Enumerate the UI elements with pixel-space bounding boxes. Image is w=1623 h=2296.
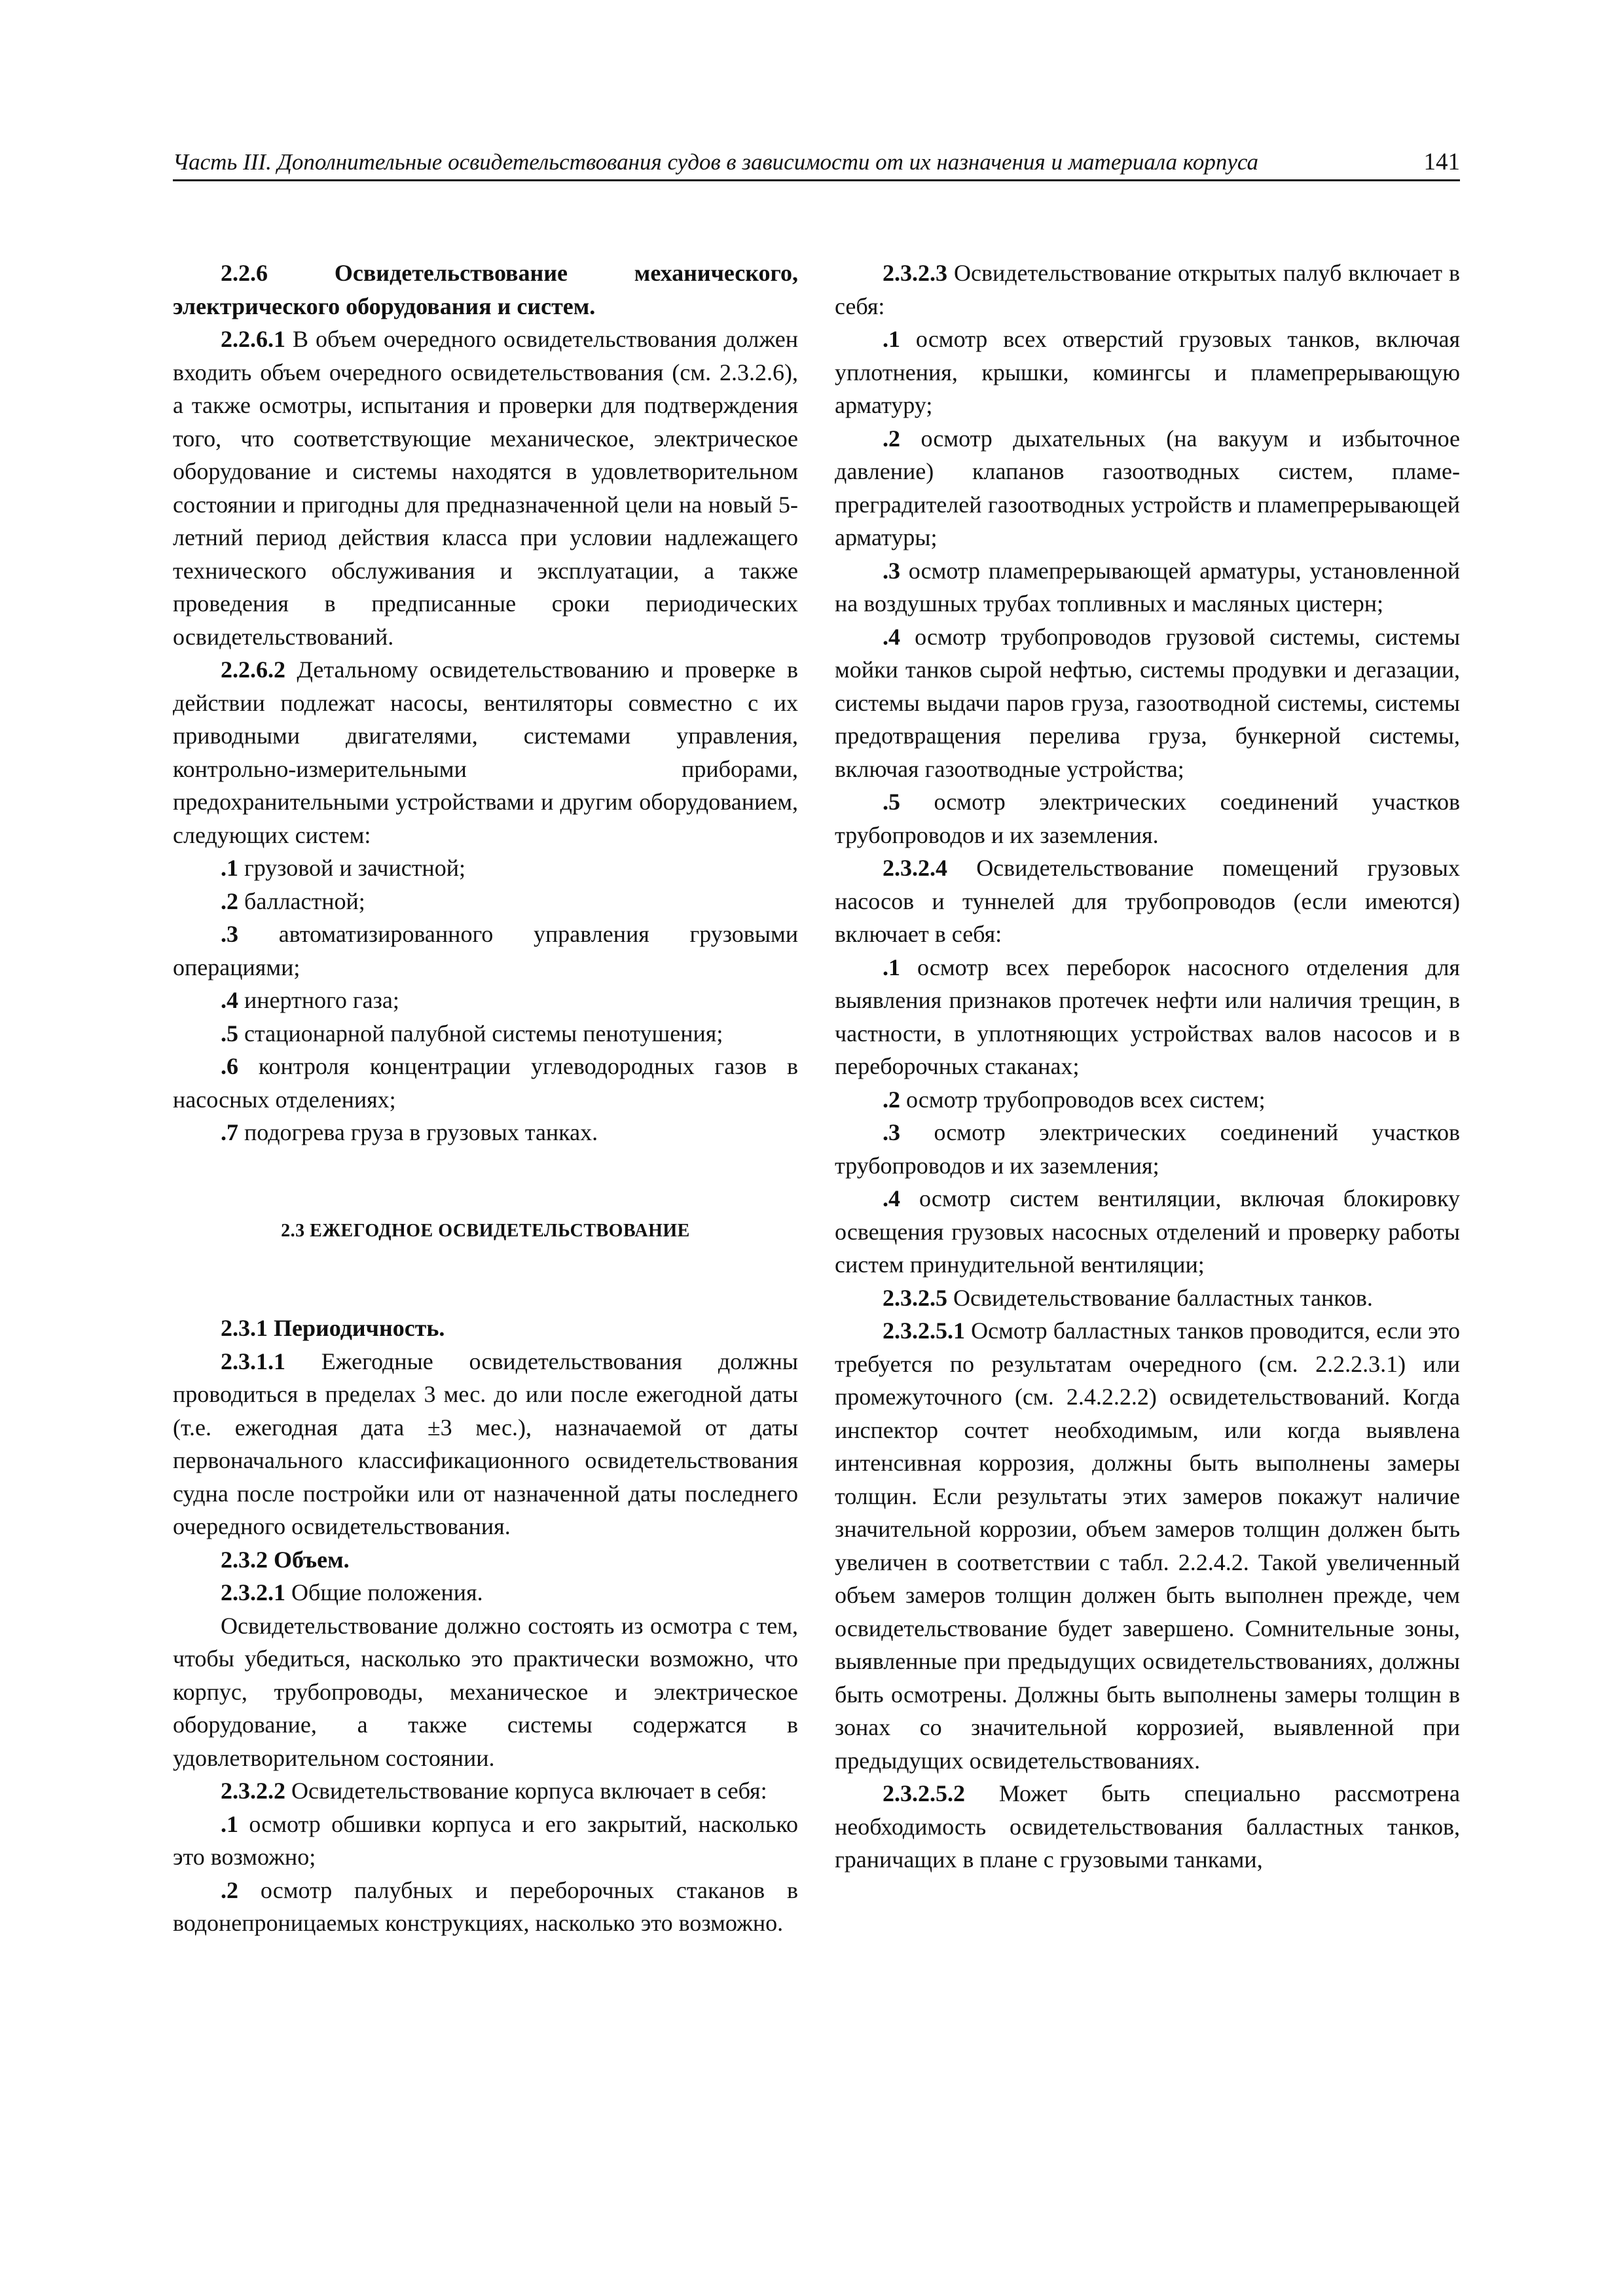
paragraph-2-3-2-2: 2.3.2.2 Освидетельствование корпуса включает в себя: (221, 1778, 767, 1804)
list-item: .1 осмотр обшивки корпуса и его закрытий, насколько это возможно; (173, 1810, 799, 1870)
list-item: .2 осмотр палубных и переборочных стаканов в водонепроницаемых конструкциях, насколько это возможно. (173, 1876, 799, 1936)
paragraph-2-3-2-5-2: 2.3.2.5.2 Может быть специально рассмотрена необходимость освидетельствования балластных танков, граничащих в плане с грузовыми танками, (835, 1780, 1460, 1873)
section-2-3-1-heading: 2.3.1 Периодичность. (221, 1315, 445, 1341)
list-item: .2 осмотр дыхательных (на вакуум и избыточное давление) клапанов газоотводных систем, пламепреградителей газоотводных устройств и пламепрерывающей арматуры; (835, 425, 1460, 550)
paragraph-2-2-6-1: 2.2.6.1 В объем очередного освидетельствования должен входить объем очередного освидетельствования (см. 2.3.2.6), а также осмотры, испытания и проверки для подтверждения того, что соответствующие механическое, электрическое оборудование и системы находятся в удовлетворительном состоянии и пригодны для предназначенной цели на новый 5-летний период действия класса при условии надлежащего технического обслуживания и эксплуатации, а также проведения в предписанные сроки периодических освидетельствований. (173, 326, 798, 650)
list-item: .4 инертного газа; (221, 987, 399, 1013)
paragraph-general: Освидетельствование должно состоять из осмотра с тем, чтобы убедиться, насколько это практически возможно, что корпус, трубопроводы, механическое и электрическое оборудование, а также системы содержатся в удовлетворительном состоянии. (173, 1612, 798, 1771)
right-column (835, 257, 1460, 1876)
list-item: .6 контроля концентрации углеводородных газов в насосных отделениях; (173, 1053, 798, 1113)
paragraph-2-3-2-1: 2.3.2.1 Общие положения. (221, 1579, 483, 1605)
list-item: .1 осмотр всех переборок насосного отделения для выявления признаков протечек нефти или наличия трещин, в частности, в уплотняющих устройствах валов насосов и в переборочных стаканах; (835, 954, 1460, 1079)
page-number: 141 (1423, 149, 1460, 175)
list-item: .2 осмотр трубопроводов всех систем; (883, 1086, 1266, 1113)
header-title: Часть III. Дополнительные освидетельствования судов в зависимости от их назначения и материала корпуса (173, 149, 1258, 175)
list-item: .3 осмотр электрических соединений участков трубопроводов и их заземления; (835, 1119, 1461, 1179)
list-item: .1 грузовой и зачистной; (221, 855, 465, 881)
chapter-heading-2-3: 2.3 ЕЖЕГОДНОЕ ОСВИДЕТЕЛЬСТВОВАНИЕ (281, 1220, 690, 1241)
section-2-2-6-heading: 2.2.6 Освидетельствование механического, электрического оборудования и систем. (173, 260, 799, 319)
list-item: .2 балластной; (221, 888, 365, 914)
paragraph-2-3-2-4: 2.3.2.4 Освидетельствование помещений грузовых насосов и туннелей для трубопроводов (если имеются) включает в себя: (835, 855, 1460, 947)
list-item: .3 автоматизированного управления грузовыми операциями; (173, 921, 798, 980)
left-column (173, 257, 798, 1940)
list-item: .4 осмотр трубопроводов грузовой системы, системы мойки танков сырой нефтью, системы продувки и дегазации, системы выдачи паров груза, газоотводной системы, системы предотвращения перелива груза, бункерной системы, включая газоотводные устройства; (835, 623, 1461, 782)
list-item: .1 осмотр всех отверстий грузовых танков, включая уплотнения, крышки, комингсы и пламепрерывающую арматуру; (835, 326, 1461, 418)
paragraph-2-3-2-5-1: 2.3.2.5.1 Осмотр балластных танков проводится, если это требуется по результатам очередного (см. 2.2.2.3.1) или промежуточного (см. 2.4.2.2.2) освидетельствований. Когда инспектор сочтет необходимым, или когда выявлена интенсивная коррозия, должны быть выполнены замеры толщин. Если результаты этих замеров покажут наличие значительной коррозии, объем замеров толщин должен быть увеличен в соответствии с табл. 2.2.4.2. Такой увеличенный объем замеров толщин должен быть выполнен прежде, чем освидетельствование будет завершено. Сомнительные зоны, выявленные при предыдущих освидетельствованиях, должны быть осмотрены. Должны быть выполнены замеры толщин в зонах со значительной коррозией, выявленной при предыдущих освидетельствованиях. (835, 1318, 1461, 1774)
paragraph-2-3-1-1: 2.3.1.1 Ежегодные освидетельствования должны проводиться в пределах 3 мес. до или после ежегодной даты (т.е. ежегодная дата ±3 мес.), назначаемой от даты первоначального классификационного освидетельствования судна после постройки или от назначенной даты последнего очередного освидетельствования. (173, 1348, 798, 1539)
paragraph-2-3-2-3: 2.3.2.3 Освидетельствование открытых палуб включает в себя: (835, 260, 1460, 319)
list-item: .5 осмотр электрических соединений участков трубопроводов и их заземления. (835, 789, 1461, 848)
list-item: .4 осмотр систем вентиляции, включая блокировку освещения грузовых насосных отделений и проверку работы систем принудительной вентиляции; (835, 1185, 1460, 1278)
list-item: .3 осмотр пламепрерывающей арматуры, установленной на воздушных трубах топливных и масляных цистерн; (835, 557, 1461, 617)
paragraph-2-3-2-5: 2.3.2.5 Освидетельствование балластных танков. (883, 1284, 1373, 1311)
list-item: .7 подогрева груза в грузовых танках. (221, 1119, 598, 1145)
list-item: .5 стационарной палубной системы пенотушения; (221, 1020, 723, 1047)
running-header (173, 145, 1460, 181)
paragraph-2-2-6-2: 2.2.6.2 Детальному освидетельствованию и проверке в действии подлежат насосы, вентиляторы совместно с их приводными двигателями, системами управления, контрольно-измерительными приборами, предохранительными устройствами и другим оборудованием, следующих систем: (173, 656, 798, 848)
section-2-3-2-heading: 2.3.2 Объем. (221, 1546, 350, 1573)
